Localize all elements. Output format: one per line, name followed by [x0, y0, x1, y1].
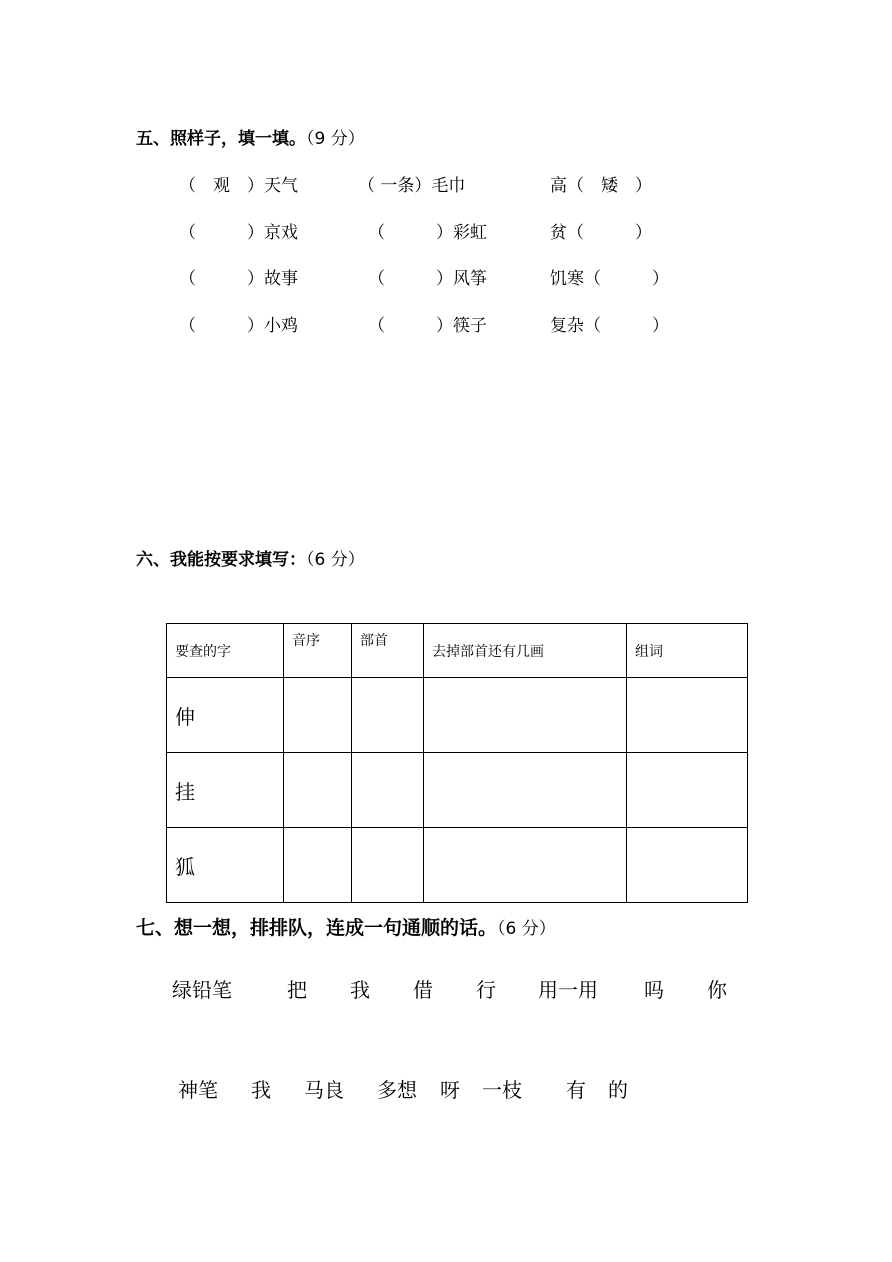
word-tile: 把	[287, 978, 307, 1002]
section5-item-r1c2: （ 一条）毛巾	[358, 176, 466, 196]
answer-cell[interactable]	[627, 828, 748, 903]
section5-item-r2c3: 贫（ ）	[550, 223, 652, 243]
word-tile: 有	[566, 1078, 586, 1102]
answer-cell[interactable]	[284, 678, 352, 753]
answer-cell[interactable]	[627, 753, 748, 828]
word-tile: 我	[251, 1078, 271, 1102]
dictionary-lookup-table	[166, 623, 748, 903]
section6-heading	[136, 545, 365, 570]
answer-cell[interactable]	[352, 753, 424, 828]
word-tile: 呀	[440, 1078, 460, 1102]
section6-points: （6 分）	[306, 550, 365, 570]
section5-item-r3c3: 饥寒（ ）	[550, 269, 669, 289]
section6-title: 六、我能按要求填写：	[136, 550, 306, 570]
answer-cell[interactable]	[424, 828, 627, 903]
char-cell: 伸	[167, 678, 284, 753]
word-tile: 多想	[377, 1078, 417, 1102]
answer-cell[interactable]	[284, 828, 352, 903]
char-cell: 挂	[167, 753, 284, 828]
word-tile: 绿铅笔	[172, 978, 232, 1002]
section5-item-r1c1: （ 观 ）天气	[179, 176, 298, 196]
header-remaining-strokes: 去掉部首还有几画	[424, 624, 627, 678]
table-row	[167, 828, 748, 903]
section7-points: （6 分）	[497, 919, 556, 939]
word-tile: 我	[350, 978, 370, 1002]
answer-cell[interactable]	[627, 678, 748, 753]
section7-title: 七、想一想，排排队，连成一句通顺的话。	[136, 917, 498, 939]
word-tile: 借	[413, 978, 433, 1002]
section5-points: （9 分）	[306, 129, 365, 149]
answer-cell[interactable]	[352, 678, 424, 753]
char-cell: 狐	[167, 828, 284, 903]
section5-item-r3c1: （ ）故事	[179, 269, 298, 289]
word-tile: 行	[476, 978, 496, 1002]
section5-item-r2c2: （ ）彩虹	[368, 223, 487, 243]
section5-heading	[136, 124, 365, 149]
section5-item-r4c3: 复杂（ ）	[550, 316, 669, 336]
table-row	[167, 678, 748, 753]
header-char: 要查的字	[167, 624, 284, 678]
word-tile: 的	[608, 1078, 628, 1102]
word-tile: 一枝	[482, 1078, 522, 1102]
word-tile: 吗	[644, 978, 664, 1002]
section5-item-r2c1: （ ）京戏	[179, 223, 298, 243]
word-tile: 神笔	[178, 1078, 218, 1102]
table-header-row	[167, 624, 748, 678]
header-phonetic-order: 音序	[284, 624, 352, 678]
header-radical: 部首	[352, 624, 424, 678]
answer-cell[interactable]	[424, 753, 627, 828]
section7-heading	[136, 913, 556, 940]
header-word-formation: 组词	[627, 624, 748, 678]
section5-item-r1c3: 高（ 矮 ）	[550, 176, 652, 196]
word-tile: 马良	[304, 1078, 344, 1102]
section5-item-r4c1: （ ）小鸡	[179, 316, 298, 336]
section5-title: 五、照样子，填一填。	[136, 129, 306, 149]
word-tile: 用一用	[538, 978, 598, 1002]
answer-cell[interactable]	[424, 678, 627, 753]
section5-item-r3c2: （ ）风筝	[368, 269, 487, 289]
table-row	[167, 753, 748, 828]
word-tile: 你	[707, 978, 727, 1002]
answer-cell[interactable]	[284, 753, 352, 828]
section5-item-r4c2: （ ）筷子	[368, 316, 487, 336]
answer-cell[interactable]	[352, 828, 424, 903]
